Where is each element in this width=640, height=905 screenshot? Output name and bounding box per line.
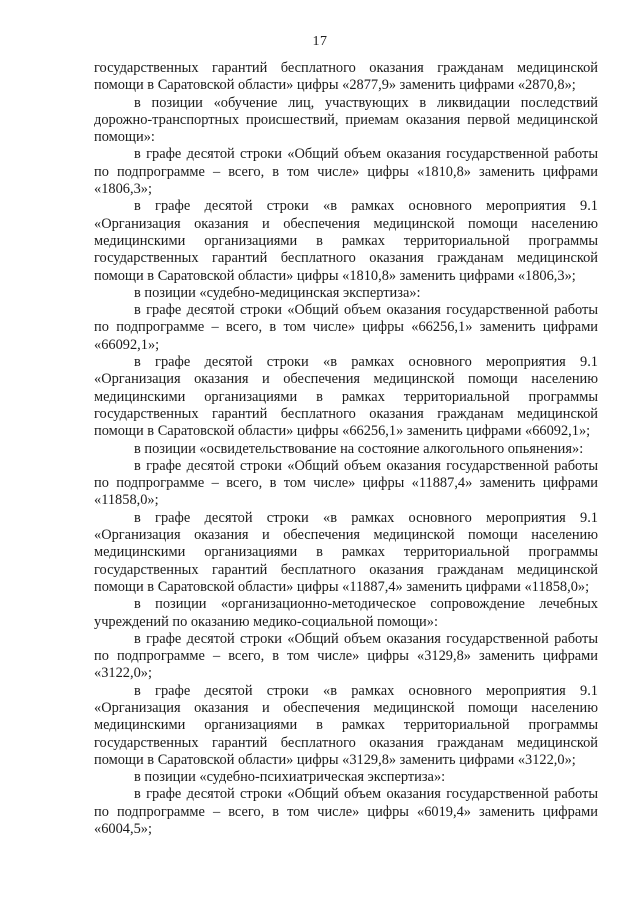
paragraph: в графе десятой строки «в рамках основного мероприятия 9.1 «Организация оказания и обеспечения медицинской помощи населению медицинскими организациями в рамках территориальной программы государственных гарантий бесплатного оказания гражданам медицинской помощи в Саратовской области» цифры «3129,8» заменить цифрами «3122,0»; <box>94 682 598 768</box>
paragraph: в графе десятой строки «Общий объем оказания государственной работы по подпрограмме – всего, в том числе» цифры «3129,8» заменить цифрами «3122,0»; <box>94 630 598 682</box>
paragraph: в позиции «судебно-психиатрическая экспертиза»: <box>134 769 446 786</box>
document-body <box>94 60 598 838</box>
paragraph: в позиции «судебно-медицинская экспертиза»: <box>134 284 421 301</box>
paragraph: в графе десятой строки «Общий объем оказания государственной работы по подпрограмме – всего, в том числе» цифры «11887,4» заменить цифрами «11858,0»; <box>94 457 598 509</box>
paragraph: в графе десятой строки «в рамках основного мероприятия 9.1 «Организация оказания и обеспечения медицинской помощи населению медицинскими организациями в рамках территориальной программы государственных гарантий бесплатного оказания гражданам медицинской помощи в Саратовской области» цифры «66256,1» заменить цифрами «66092,1»; <box>94 354 598 440</box>
paragraph: в графе десятой строки «в рамках основного мероприятия 9.1 «Организация оказания и обеспечения медицинской помощи населению медицинскими организациями в рамках территориальной программы государственных гарантий бесплатного оказания гражданам медицинской помощи в Саратовской области» цифры «1810,8» заменить цифрами «1806,3»; <box>94 198 598 284</box>
paragraph: в графе десятой строки «в рамках основного мероприятия 9.1 «Организация оказания и обеспечения медицинской помощи населению медицинскими организациями в рамках территориальной программы государственных гарантий бесплатного оказания гражданам медицинской помощи в Саратовской области» цифры «11887,4» заменить цифрами «11858,0»; <box>94 509 598 595</box>
paragraph: в графе десятой строки «Общий объем оказания государственной работы по подпрограмме – всего, в том числе» цифры «6019,4» заменить цифрами «6004,5»; <box>94 786 598 838</box>
paragraph: в графе десятой строки «Общий объем оказания государственной работы по подпрограмме – всего, в том числе» цифры «66256,1» заменить цифрами «66092,1»; <box>94 302 598 353</box>
paragraph-continuation: государственных гарантий бесплатного оказания гражданам медицинской помощи в Саратовской области» цифры «2877,9» заменить цифрами «2870,8»; <box>94 60 598 94</box>
paragraph: в позиции «освидетельствование на состояние алкогольного опьянения»: <box>134 440 584 457</box>
paragraph: в позиции «организационно-методическое сопровождение лечебных учреждений по оказанию медико-социальной помощи»: <box>94 596 598 630</box>
page-number: 17 <box>312 34 328 49</box>
paragraph: в графе десятой строки «Общий объем оказания государственной работы по подпрограмме – всего, в том числе» цифры «1810,8» заменить цифрами «1806,3»; <box>94 146 598 198</box>
paragraph: в позиции «обучение лиц, участвующих в ликвидации последствий дорожно-транспортных происшествий, приемам оказания первой медицинской помощи»: <box>94 94 598 146</box>
